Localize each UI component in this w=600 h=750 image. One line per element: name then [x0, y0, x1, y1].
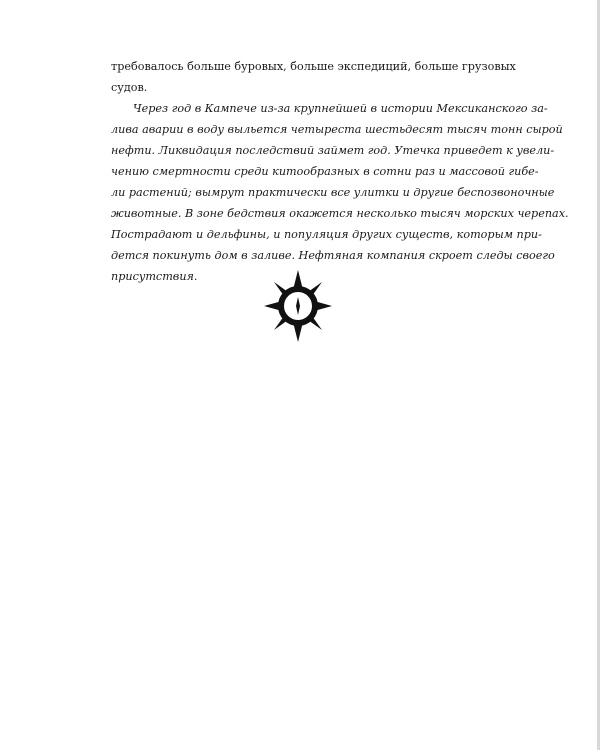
text-line: присутствия. — [111, 270, 198, 283]
text-line: Через год в Кампече из-за крупнейшей в истории Мексиканского за- — [133, 102, 548, 115]
paragraph-continued — [111, 56, 516, 98]
text-line: судов. — [111, 81, 148, 94]
text-line: ли растений; вымрут практически все улитки и другие беспозвоночные — [111, 186, 555, 199]
text-line: чению смертности среди китообразных в сотни раз и массовой гибе- — [111, 165, 539, 178]
text-line: дется покинуть дом в заливе. Нефтяная компания скроет следы своего — [111, 249, 555, 262]
text-line: Пострадают и дельфины, и популяция других существ, которым при- — [111, 228, 542, 241]
text-line: требовалось больше буровых, больше экспедиций, больше грузовых — [111, 60, 516, 73]
text-line: лива аварии в воду выльется четыреста шестьдесят тысяч тонн сырой — [111, 123, 563, 136]
paragraph-italic — [111, 98, 569, 287]
page-text — [111, 56, 569, 287]
compass-rose-icon — [264, 270, 332, 342]
text-line: нефти. Ликвидация последствий займет год. Утечка приведет к увели- — [111, 144, 555, 157]
text-line: животные. В зоне бедствия окажется несколько тысяч морских черепах. — [111, 207, 569, 220]
